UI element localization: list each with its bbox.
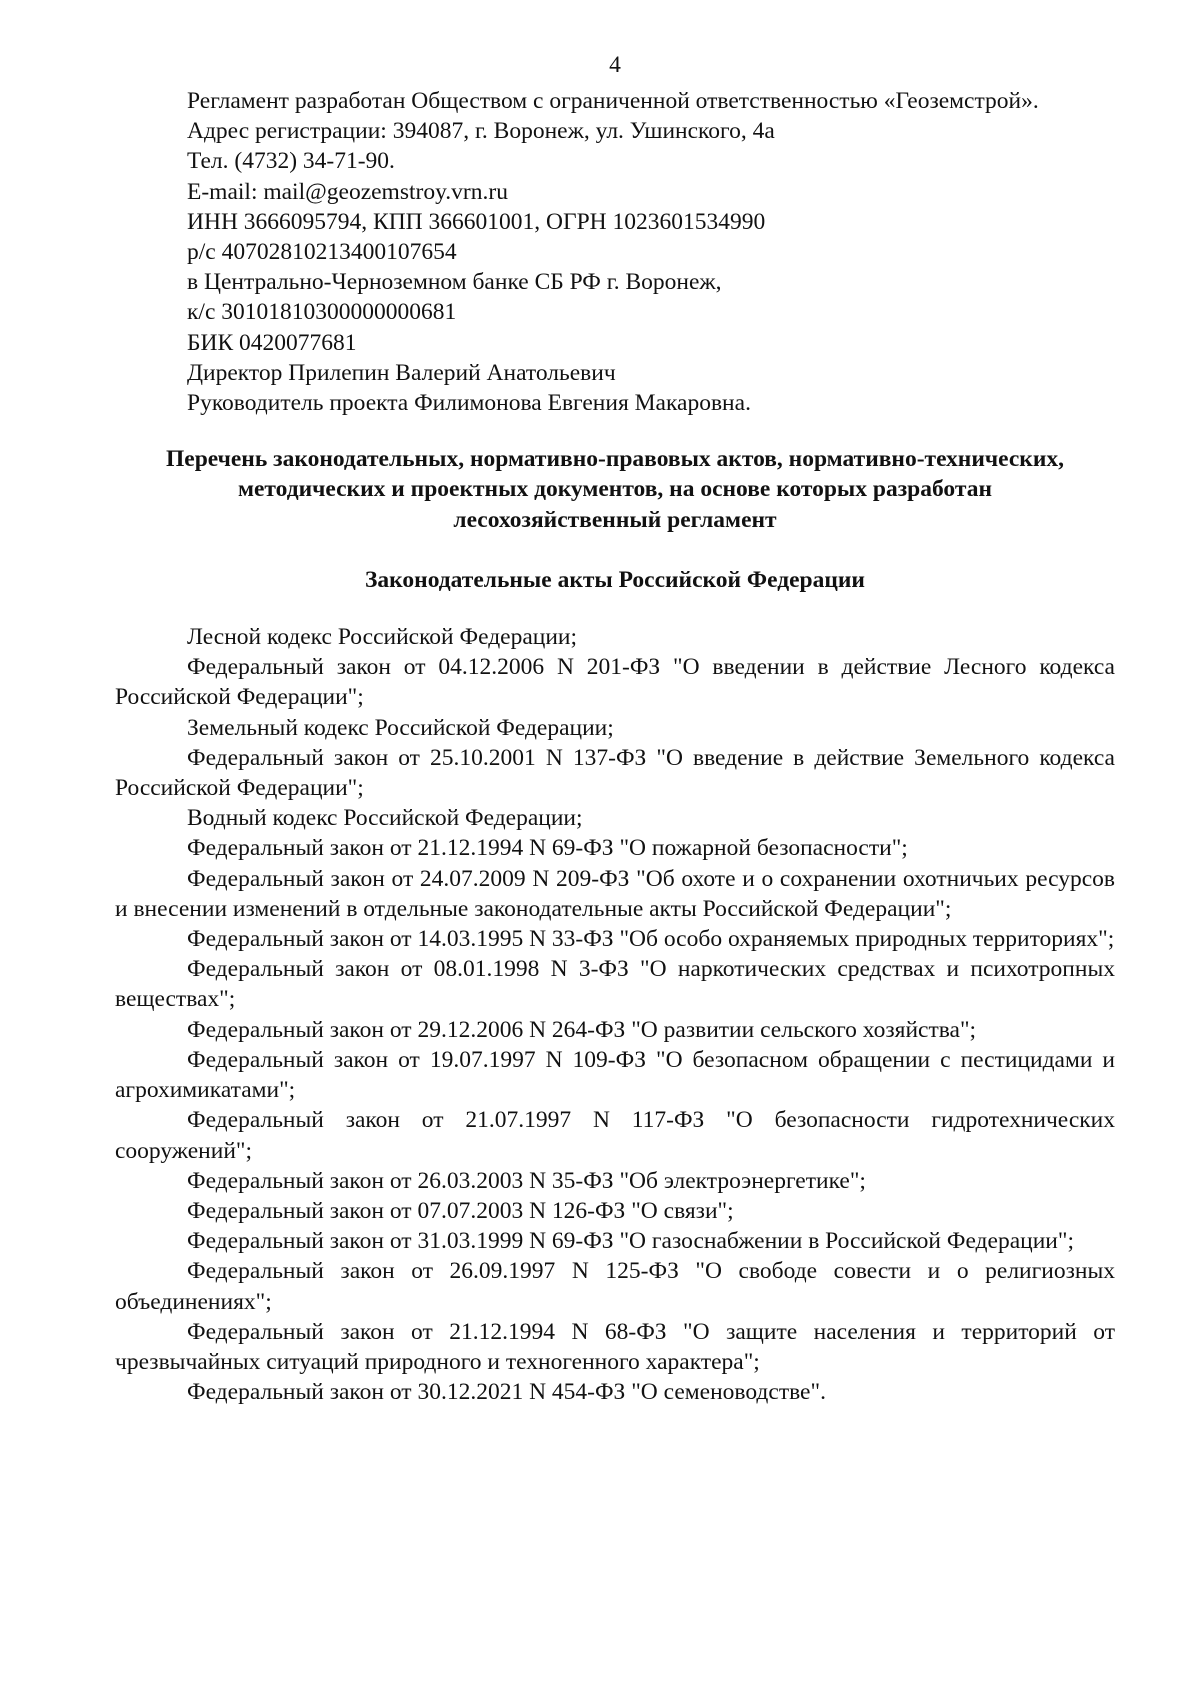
list-item: Федеральный закон от 04.12.2006 N 201-ФЗ "О введении в действие Лесного кодекса Российской Федерации"; <box>115 654 1115 711</box>
list-item: Федеральный закон от 14.03.1995 N 33-ФЗ "Об особо охраняемых природных территориях"; <box>187 926 1115 953</box>
list-item: Земельный кодекс Российской Федерации; <box>187 714 614 741</box>
list-item: Федеральный закон от 31.03.1999 N 69-ФЗ "О газоснабжении в Российской Федерации"; <box>187 1228 1074 1255</box>
list-item: Федеральный закон от 25.10.2001 N 137-ФЗ "О введение в действие Земельного кодекса Российской Федерации"; <box>115 744 1115 802</box>
list-item: Федеральный закон от 07.07.2003 N 126-ФЗ "О связи"; <box>187 1197 734 1224</box>
developer-bik: БИК 0420077681 <box>187 329 357 356</box>
list-item: Федеральный закон от 08.01.1998 N 3-ФЗ "О наркотических средствах и психотропных веществах"; <box>115 956 1115 1013</box>
section-title: Законодательные акты Российской Федерации <box>365 566 865 593</box>
developer-address: Адрес регистрации: 394087, г. Воронеж, ул. Ушинского, 4а <box>187 118 775 145</box>
list-item: Федеральный закон от 24.07.2009 N 209-ФЗ "Об охоте и о сохранении охотничьих ресурсов и внесении изменений в отдельные законодательные акты Российской Федерации"; <box>115 865 1115 922</box>
list-item: Федеральный закон от 29.12.2006 N 264-ФЗ "О развитии сельского хозяйства"; <box>187 1016 977 1043</box>
list-item: Федеральный закон от 30.12.2021 N 454-ФЗ "О семеноводстве". <box>187 1379 826 1406</box>
page-number: 4 <box>609 52 621 78</box>
list-item: Водный кодекс Российской Федерации; <box>187 805 583 832</box>
developer-phone: Тел. (4732) 34-71-90. <box>187 148 395 175</box>
acts-list <box>115 622 1115 1407</box>
developer-bank: в Центрально-Черноземном банке СБ РФ г. Воронеж, <box>187 269 722 296</box>
developer-account: р/с 40702810213400107654 <box>187 239 457 266</box>
developer-intro: Регламент разработан Обществом с ограниченной ответственностью «Геоземстрой». <box>187 88 1039 114</box>
list-item: Федеральный закон от 21.07.1997 N 117-ФЗ "О безопасности гидротехнических сооружений"; <box>115 1107 1115 1164</box>
document-page <box>115 50 1115 1407</box>
developer-director: Директор Прилепин Валерий Анатольевич <box>187 359 616 386</box>
developer-corr-account: к/с 30101810300000000681 <box>187 299 457 326</box>
list-item: Федеральный закон от 21.12.1994 N 69-ФЗ "О пожарной безопасности"; <box>187 835 908 862</box>
documents-list-title: Перечень законодательных, нормативно-правовых актов, нормативно-технических, методических и проектных документов, на основе которых разработан лесохозяйственный регламент <box>166 446 1064 533</box>
developer-tax-ids: ИНН 3666095794, КПП 366601001, ОГРН 1023601534990 <box>187 208 766 235</box>
list-item: Лесной кодекс Российской Федерации; <box>187 624 578 651</box>
list-item: Федеральный закон от 26.09.1997 N 125-ФЗ "О свободе совести и о религиозных объединениях"; <box>115 1258 1115 1315</box>
list-item: Федеральный закон от 26.03.2003 N 35-ФЗ "Об электроэнергетике"; <box>187 1167 866 1194</box>
list-item: Федеральный закон от 21.12.1994 N 68-ФЗ "О защите населения и территорий от чрезвычайных ситуаций природного и техногенного характера"; <box>115 1318 1115 1375</box>
list-item: Федеральный закон от 19.07.1997 N 109-ФЗ "О безопасном обращении с пестицидами и агрохимикатами"; <box>115 1046 1115 1104</box>
developer-email: E-mail: mail@geozemstroy.vrn.ru <box>187 178 508 205</box>
developer-project-lead: Руководитель проекта Филимонова Евгения Макаровна. <box>187 390 751 417</box>
